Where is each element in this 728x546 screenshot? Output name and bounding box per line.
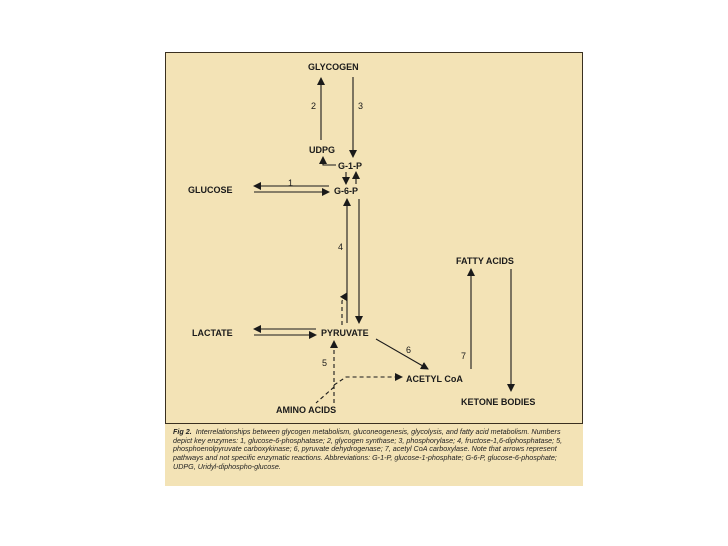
node-pyruvate: PYRUVATE <box>321 328 369 338</box>
enzyme-number-6: 6 <box>406 345 412 355</box>
node-glycogen: GLYCOGEN <box>308 62 359 72</box>
caption-text: Interrelationships between glycogen metabolism, gluconeogenesis, glycolysis, and fatty acid metabolism. Numbers depict key enzymes: 1, glucose-6-phosphatase; 2, glycogen synthase; 3, phosphorylase; 4, fructose-1,6-diphosphatase; 5, phosphoenolpyruvate carboxykinase; 6, pyruvate dehydrogenase; 7, acetyl CoA carboxylase. Note that arrows represent pathways and not specific enzymatic reactions. Abbreviations: G-1-P, glucose-1-phosphate; G-6-P, glucose-6-phosphate; UDPG, Uridyl-diphospho-glucose. <box>173 427 563 471</box>
node-g1p: G-1-P <box>338 161 363 171</box>
enzyme-number-3: 3 <box>358 101 364 111</box>
dashed-arrow-pyruvate-bypass <box>342 293 347 325</box>
node-fatty-acids: FATTY ACIDS <box>456 256 514 266</box>
node-acetyl-coa: ACETYL CoA <box>406 374 463 384</box>
enzyme-number-1: 1 <box>288 178 294 188</box>
node-glucose: GLUCOSE <box>188 185 233 195</box>
figure-caption <box>173 428 575 472</box>
node-udpg: UDPG <box>309 145 336 155</box>
caption-label: Fig 2. <box>173 427 192 436</box>
enzyme-number-4: 4 <box>338 242 344 252</box>
enzyme-number-2: 2 <box>311 101 317 111</box>
arrow-pyruvate-to-acetyl-coa <box>376 339 428 369</box>
enzyme-number-5: 5 <box>322 358 328 368</box>
dashed-line-amino-acids <box>316 387 334 403</box>
enzyme-number-7: 7 <box>461 351 467 361</box>
diagram-panel <box>165 52 583 424</box>
dashed-arrow-amino-acids-to-acetyl-coa <box>334 377 402 385</box>
caption-box <box>165 424 583 486</box>
node-g6p: G-6-P <box>334 186 359 196</box>
arrow-g1p-to-udpg <box>323 157 336 165</box>
pathway-diagram <box>166 53 584 425</box>
node-amino-acids: AMINO ACIDS <box>276 405 337 415</box>
node-lactate: LACTATE <box>192 328 233 338</box>
node-ketone-bodies: KETONE BODIES <box>461 397 536 407</box>
